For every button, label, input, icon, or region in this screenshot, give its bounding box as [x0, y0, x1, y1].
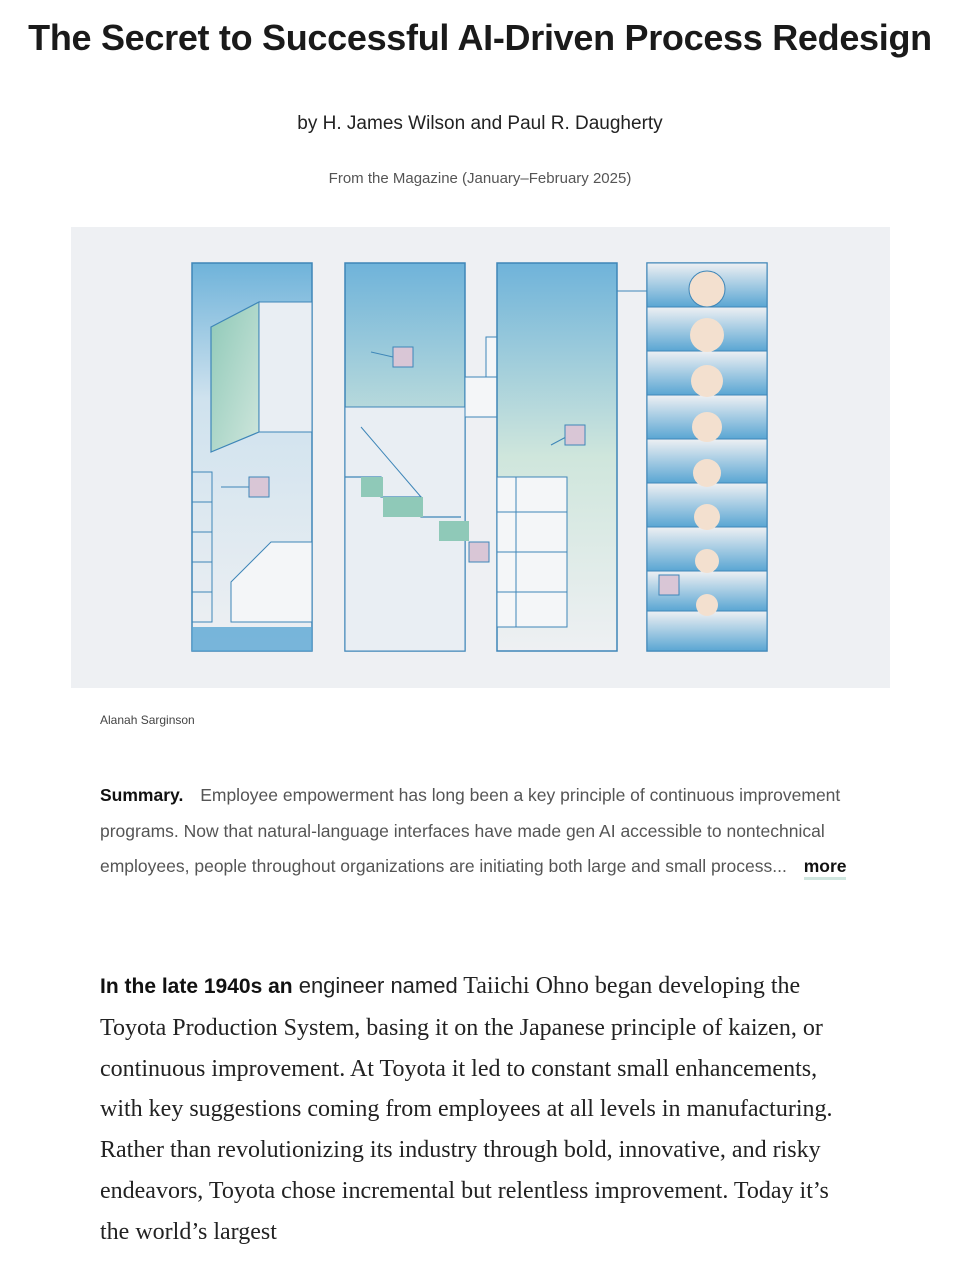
magazine-issue: From the Magazine (January–February 2025) — [328, 170, 632, 187]
article-summary — [100, 778, 860, 885]
hero-illustration — [71, 227, 890, 688]
body-lead-in: In the late 1940s an — [100, 975, 293, 998]
image-credit: Alanah Sarginson — [100, 713, 195, 727]
article-title: The Secret to Successful AI-Driven Process Redesign — [28, 17, 932, 58]
illustration-panel-3 — [497, 263, 617, 651]
illustration-panel-2 — [345, 263, 489, 651]
summary-label: Summary. — [100, 785, 184, 805]
illustration-panel-1 — [192, 263, 312, 651]
summary-more-link[interactable]: more — [804, 856, 847, 880]
article-body — [100, 966, 860, 1253]
body-lead-continuation: engineer named — [292, 973, 458, 998]
summary-text: Employee empowerment has long been a key principle of continuous improvement programs. Now that natural-language interfaces have made gen AI accessible to nontechnical employees, people throughout organizations are initiating both large and small process... — [100, 785, 841, 876]
body-paragraph: Taiichi Ohno began developing the Toyota Production System, basing it on the Japanese principle of kaizen, or continuous improvement. At Toyota it led to constant small enhancements, with key suggestions coming from employees at all levels in manufacturing. Rather than revolutionizing its industry through bold, innovative, and risky endeavors, Toyota chose incremental but relentless improvement. Today it’s the world’s largest — [100, 973, 833, 1245]
article-byline: by H. James Wilson and Paul R. Daugherty — [297, 113, 663, 134]
process-illustration — [71, 227, 890, 688]
illustration-panel-4 — [647, 263, 767, 651]
